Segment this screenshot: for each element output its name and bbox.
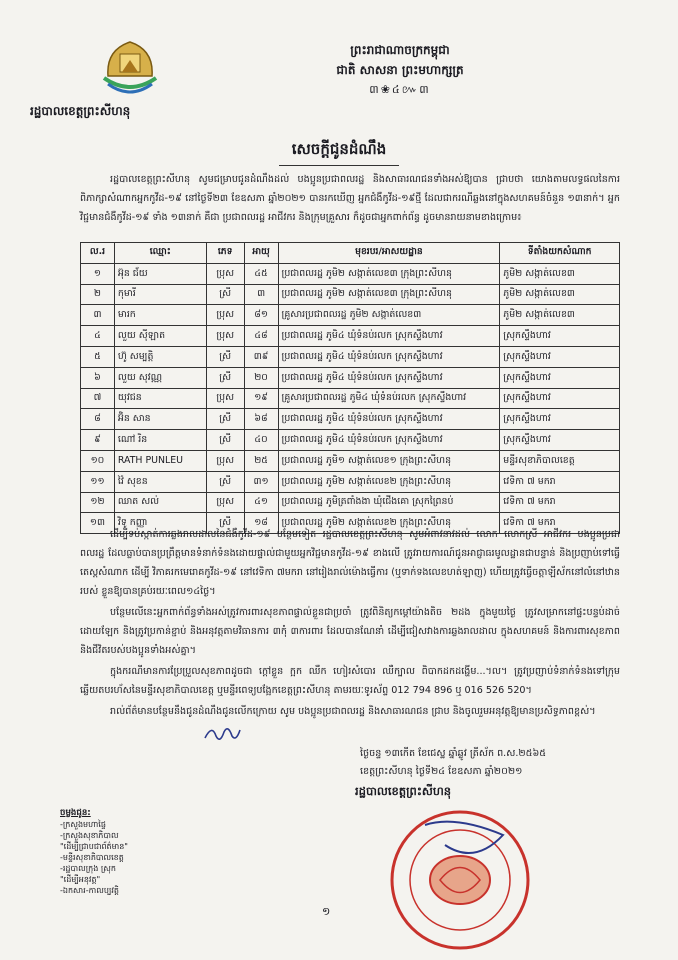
cell-address: ប្រជាពលរដ្ឋ ភូមិ២ សង្កាត់លេខ៣ ក្រុងព្រះសីហនុ	[278, 284, 500, 305]
cell-number: ៤	[81, 326, 115, 347]
initials-signature-icon	[202, 722, 242, 744]
table-row	[81, 284, 620, 305]
cell-age: ៤១	[244, 492, 278, 513]
cell-name: អ៊ិន សាន	[114, 409, 206, 430]
cell-sex: ស្រី	[206, 430, 244, 451]
cell-address: គ្រូសារប្រជាពលរដ្ឋ ភូមិ៤ ឃុំទំនប់រលក ស្រុកស្ទឹងហាវ	[278, 388, 500, 409]
cell-sex: ប្រុស	[206, 492, 244, 513]
recipient-item: -ឯកសារ-កាលប្បវត្តិ	[60, 886, 119, 895]
cell-name: មារក	[114, 305, 206, 326]
cell-age: ១៩	[244, 388, 278, 409]
cell-number: ៧	[81, 388, 115, 409]
cell-age: ៨១	[244, 305, 278, 326]
cell-age: ៦៨	[244, 409, 278, 430]
cell-name: វ៉ៃ សុខន	[114, 471, 206, 492]
cases-table	[80, 242, 620, 534]
table-row	[81, 326, 620, 347]
issuing-authority: រដ្ឋបាលខេត្តព្រះសីហនុ	[30, 104, 131, 118]
cell-sex: ស្រី	[206, 346, 244, 367]
cell-age: ៣៩	[244, 346, 278, 367]
cell-name: វិទូ កញ្ញា	[114, 513, 206, 534]
cell-name: អ៊ុន ជ័យ	[114, 263, 206, 284]
cell-sample-location: ភូមិ២ សង្កាត់លេខ៣	[500, 305, 620, 326]
table-row	[81, 450, 620, 471]
copy-recipients	[60, 808, 128, 896]
cell-name: RATH PUNLEU	[114, 450, 206, 471]
recipient-item: "ដើម្បីអនុវត្ត"	[60, 875, 101, 884]
cell-address: ប្រជាពលរដ្ឋ ភូមិត្រពាំងងា ឃុំជើងគោ ស្រុកព្រៃនប់	[278, 492, 500, 513]
cell-sex: ប្រុស	[206, 388, 244, 409]
recipient-item: -ក្រសួងសុខាភិបាល	[60, 831, 119, 840]
cell-sex: ស្រី	[206, 409, 244, 430]
col-name: ឈ្មោះ	[114, 243, 206, 264]
body-paragraphs	[80, 525, 620, 723]
letterhead	[260, 40, 540, 100]
cell-name: ណៅ រិន	[114, 430, 206, 451]
cell-address: ប្រជាពលរដ្ឋ ភូមិ៤ ឃុំទំនប់រលក ស្រុកស្ទឹងហាវ	[278, 326, 500, 347]
table-row	[81, 346, 620, 367]
cell-age: ៤៨	[244, 326, 278, 347]
table-row	[81, 430, 620, 451]
cell-number: ២	[81, 284, 115, 305]
cell-sex: ស្រី	[206, 284, 244, 305]
recipient-item: -មន្ទីរសុខាភិបាលខេត្ត	[60, 853, 124, 862]
cell-age: ២៥	[244, 450, 278, 471]
cell-address: ប្រជាពលរដ្ឋ ភូមិ១ សង្កាត់លេខ១ ក្រុងព្រះសីហនុ	[278, 450, 500, 471]
cell-number: ១១	[81, 471, 115, 492]
col-number: ល.រ	[81, 243, 115, 264]
cell-age: ៣	[244, 284, 278, 305]
cell-age: ៣១	[244, 471, 278, 492]
intro-paragraph: រដ្ឋបាលខេត្តព្រះសីហនុ សូមជម្រាបជូនដំណឹងដល់ បងប្អូនប្រជាពលរដ្ឋ និងសាធារណជនទាំងអស់ឱ្យបាន ជ្រាបថា យោងតាមលទ្ធផលនៃការពិភាក្សាសំណាកអ្នកកូវីដ-១៩ នៅថ្ងៃទី២៣ ខែឧសភា ឆ្នាំ២០២១ បានរកឃើញ អ្នកជំងឺកូវីដ-១៩ថ្មី ដែលជាករណីឆ្លងនៅក្នុងសហគមន៍ចំនួន ១៣នាក់។ អ្នកវិជ្ជមានជំងឺកូវីដ-១៩ ទាំង ១៣នាក់ គឺជា ប្រជាពលរដ្ឋ អាជីវករ និងក្រុមគ្រួសារ ក៏ដូចជាអ្នកពាក់ព័ន្ធ ដូចមានរាយនាមខាងក្រោម៖	[80, 174, 620, 223]
cell-number: ១២	[81, 492, 115, 513]
cell-address: ប្រជាពលរដ្ឋ ភូមិ៤ ឃុំទំនប់រលក ស្រុកស្ទឹងហាវ	[278, 409, 500, 430]
cell-address: ប្រជាពលរដ្ឋ ភូមិ២ សង្កាត់លេខ២ ក្រុងព្រះសីហនុ	[278, 471, 500, 492]
cell-address: ប្រជាពលរដ្ឋ ភូមិ៤ ឃុំទំនប់រលក ស្រុកស្ទឹងហាវ	[278, 346, 500, 367]
kingdom-name: ព្រះរាជាណាចក្រកម្ពុជា	[350, 43, 450, 57]
table-row	[81, 305, 620, 326]
cell-number: ១៣	[81, 513, 115, 534]
cell-age: ២០	[244, 367, 278, 388]
paragraph: ដើម្បីទប់ស្កាត់ការឆ្លងរាលដាលនៃជំងឺកូវីដ-១៩ បន្ថែមទៀត រដ្ឋបាលខេត្តព្រះសីហនុ សូមអំពាវនាវដល់ លោក លោកស្រី អាជីវករ បងប្អូនប្រជាពលរដ្ឋ ដែលធ្លាប់បានប្រព្រឹត្តមានទំនាក់ទំនងដោយផ្ទាល់ជាមួយអ្នកវិជ្ជមានកូវីដ-១៩ ខាងលើ ត្រូវរាយការណ៍ជូនអាជ្ញាធរមូលដ្ឋានជាបន្ទាន់ និងប្រញាប់ទៅធ្វើតេស្តសំណាក ដើម្បី វិភាគរកមេរោគកូវីដ-១៩ នៅវេទិកា ៧មករា នៅរៀងរាល់ម៉ោងធ្វើការ (ឬទាក់ទងលេខហត់ឡាញ) ហើយត្រូវធ្វើចត្តាឡីស័កនៅលំនៅឋានរបស់ ខ្លួនឱ្យបានគ្រប់រយៈពេល១៤ថ្ងៃ។	[80, 529, 620, 597]
table-row	[81, 388, 620, 409]
recipient-item: -ក្រសួងមហាផ្ទៃ	[60, 820, 106, 829]
cell-sample-location: ស្រុកស្ទឹងហាវ	[500, 388, 620, 409]
col-age: អាយុ	[244, 243, 278, 264]
table-row	[81, 263, 620, 284]
cell-number: ៨	[81, 409, 115, 430]
cell-address: ប្រជាពលរដ្ឋ ភូមិ៤ ឃុំទំនប់រលក ស្រុកស្ទឹងហាវ	[278, 430, 500, 451]
cell-age: ៤០	[244, 430, 278, 451]
cell-address: ប្រជាពលរដ្ឋ ភូមិ៤ ឃុំទំនប់រលក ស្រុកស្ទឹងហាវ	[278, 367, 500, 388]
recipients-heading: ចម្លងជូន:	[60, 808, 91, 818]
recipient-item: "ដើម្បីជ្រាបជាព័ត៌មាន"	[60, 842, 128, 851]
signature-block	[360, 745, 660, 781]
cell-sex: ស្រី	[206, 471, 244, 492]
cell-sex: ស្រី	[206, 513, 244, 534]
cell-sample-location: ភូមិ២ សង្កាត់លេខ៣	[500, 263, 620, 284]
paragraph: បន្ថែមលើនេះអ្នកពាក់ព័ន្ធទាំងអស់ត្រូវការពារសុខភាពផ្ទាល់ខ្លួនជាប្រចាំ ត្រូវពិនិត្យកម្ដៅយ៉ាងតិច ២ដង ក្នុងមួយថ្ងៃ ត្រូវសម្រាកនៅផ្ទះបន្ទប់ដាច់ដោយឡែក និងត្រូវប្រកាន់ខ្ជាប់ និងអនុវត្តតាមវិធានការ ៣កុំ ៣ការពារ ដែលបានណែនាំ ដើម្បីជៀសវាងការឆ្លងរាលដាល ក្នុងសហគមន៍ និងការពារសុខភាព និងជីវិតរបស់បងប្អូនទាំងអស់គ្នា។	[80, 607, 620, 656]
cell-sex: ស្រី	[206, 367, 244, 388]
cell-sex: ប្រុស	[206, 305, 244, 326]
official-seal-icon	[385, 805, 535, 955]
cell-sample-location: ស្រុកស្ទឹងហាវ	[500, 409, 620, 430]
cell-sex: ប្រុស	[206, 326, 244, 347]
cell-sample-location: វេទិកា ៧ មករា	[500, 513, 620, 534]
title-underline	[279, 165, 399, 166]
cell-number: ៦	[81, 367, 115, 388]
paragraph: ក្នុងករណីមានការប្រែប្រួលសុខភាពដូចជា ក្តៅខ្លួន ក្អក ឈឺក ហៀរសំបោរ ឈឺក្បាល ពិបាកដកដង្ហើម...។ល។ ត្រូវប្រញាប់ទំនាក់ទំនងទៅក្រុមឆ្លើយតបរហ័សនៃមន្ទីរសុខាភិបាលខេត្ត ឬមន្ទីរពេទ្យបង្អែកខេត្តព្រះសីហនុ តាមរយៈទូរស័ព្ទ 012 794 896 ឬ 016 526 520។	[80, 666, 620, 696]
province-emblem-icon	[100, 36, 160, 98]
cell-address: ប្រជាពលរដ្ឋ ភូមិ២ សង្កាត់លេខ៣ ក្រុងព្រះសីហនុ	[278, 263, 500, 284]
cell-number: ១០	[81, 450, 115, 471]
cell-sample-location: ស្រុកស្ទឹងហាវ	[500, 430, 620, 451]
paragraph: រាល់ព័ត៌មានបន្ថែមនឹងជូនដំណឹងជូនលើកក្រោយ សូម បងប្អូនប្រជាពលរដ្ឋ និងសាធារណជន ជ្រាប និងចូលរួមអនុវត្តឱ្យមានប្រសិទ្ធភាពខ្ពស់។	[110, 706, 596, 717]
table-row	[81, 471, 620, 492]
table-row	[81, 409, 620, 430]
cell-sample-location: ស្រុកស្ទឹងហាវ	[500, 346, 620, 367]
col-sample-location: ទីតាំងយកសំណាក	[500, 243, 620, 264]
signing-office: រដ្ឋបាលខេត្តព្រះសីហនុ	[355, 784, 452, 798]
col-address: មុខរបរ/អាសយដ្ឋាន	[278, 243, 500, 264]
page-number: ១	[322, 905, 331, 918]
cell-number: ៥	[81, 346, 115, 367]
table-row	[81, 367, 620, 388]
cell-age: ៤៥	[244, 263, 278, 284]
date-solar: ខេត្តព្រះសីហនុ ថ្ងៃទី២៤ ខែឧសភា ឆ្នាំ២០២១	[360, 766, 523, 777]
cell-sample-location: ស្រុកស្ទឹងហាវ	[500, 326, 620, 347]
cell-sample-location: វេទិកា ៧ មករា	[500, 492, 620, 513]
cell-name: ឈាត សល់	[114, 492, 206, 513]
table-header-row	[81, 243, 620, 264]
cell-sample-location: ស្រុកស្ទឹងហាវ	[500, 367, 620, 388]
cell-address: គ្រូសារប្រជាពលរដ្ឋ ភូមិ២ សង្កាត់លេខ៣	[278, 305, 500, 326]
col-sex: ភេទ	[206, 243, 244, 264]
cell-sample-location: មន្ទីរសុខាភិបាលខេត្ត	[500, 450, 620, 471]
cell-sample-location: វេទិកា ៧ មករា	[500, 471, 620, 492]
cell-number: ៣	[81, 305, 115, 326]
cell-sex: ប្រុស	[206, 263, 244, 284]
recipient-item: -រដ្ឋបាលក្រុង ស្រុក	[60, 864, 116, 873]
national-motto: ជាតិ សាសនា ព្រះមហាក្សត្រ	[336, 63, 464, 77]
cell-sex: ប្រុស	[206, 450, 244, 471]
cell-age: ១៨	[244, 513, 278, 534]
notice-title-text: សេចក្តីជូនដំណឹង	[291, 140, 387, 158]
cell-name: កុមារី	[114, 284, 206, 305]
ornament: ៣❀៤៚៣	[369, 83, 431, 96]
cell-number: ៩	[81, 430, 115, 451]
cell-name: លួយ សុវណ្ណ	[114, 367, 206, 388]
cell-address: ប្រជាពលរដ្ឋ ភូមិ២ សង្កាត់លេខ២ ក្រុងព្រះសីហនុ	[278, 513, 500, 534]
date-lunar: ថ្ងៃចន្ទ ១៣កើត ខែជេស្ឋ ឆ្នាំឆ្លូវ ត្រីស័ក ព.ស.២៥៦៥	[360, 748, 547, 759]
cell-name: លួយ ស៊ីឡាត	[114, 326, 206, 347]
table-row	[81, 492, 620, 513]
cell-sample-location: ភូមិ២ សង្កាត់លេខ៣	[500, 284, 620, 305]
cell-name: យុវជន	[114, 388, 206, 409]
cell-name: ហ៊ូ សម្បត្តិ	[114, 346, 206, 367]
cell-number: ១	[81, 263, 115, 284]
notice-title	[0, 140, 678, 166]
